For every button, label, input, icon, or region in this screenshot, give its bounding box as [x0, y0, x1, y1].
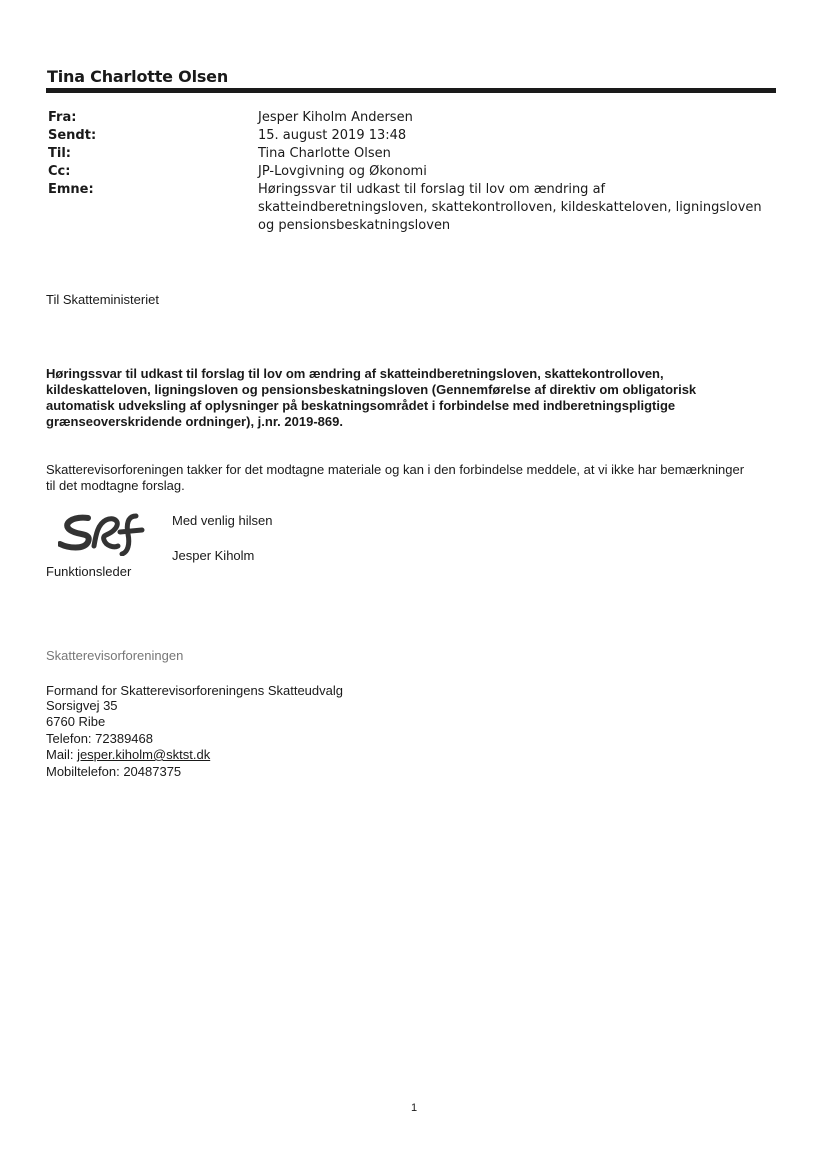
header-rule	[46, 88, 776, 93]
from-label: Fra:	[48, 110, 77, 125]
organization-name: Skatterevisorforeningen	[46, 648, 184, 663]
mail-line	[46, 747, 766, 763]
signer-title: Formand for Skatterevisorforeningens Skatteudvalg	[46, 683, 343, 698]
sent-value: 15. august 2019 13:48	[258, 128, 407, 143]
mail-label: Mail:	[46, 747, 78, 762]
sent-label: Sendt:	[48, 128, 97, 143]
closing-text: Med venlig hilsen	[172, 513, 273, 528]
subject-value: Høringssvar til udkast til forslag til lov om ændring af skatteindberetningsloven, skattekontrolloven, kildeskatteloven, ligningsloven og pensionsbeskatningsloven	[258, 182, 762, 233]
srf-logo-icon	[58, 510, 148, 556]
cc-value: JP-Lovgivning og Økonomi	[258, 164, 427, 179]
address-street: Sorsigvej 35	[46, 698, 118, 713]
letter-text: Skatterevisorforeningen takker for det modtagne materiale og kan i den forbindelse meddele, at vi ikke har bemærkninger til det modtagne forslag.	[46, 462, 745, 493]
mobile-line: Mobiltelefon: 20487375	[46, 764, 182, 779]
signer-name: Jesper Kiholm	[172, 548, 255, 563]
to-label: Til:	[48, 146, 71, 161]
salutation: Til Skatteministeriet	[46, 292, 159, 307]
subject-label: Emne:	[48, 182, 94, 197]
email-owner-name: Tina Charlotte Olsen	[47, 67, 229, 86]
letter-heading: Høringssvar til udkast til forslag til lov om ændring af skatteindberetningsloven, skattekontrolloven, kildeskatteloven, ligningsloven og pensionsbeskatningsloven (Gennemførelse af direktiv om obligatorisk automatisk udveksling af oplysninger på beskatningsområdet i forbindelse med indberetningspligtige grænseoverskridende ordninger), j.nr. 2019-869.	[46, 366, 697, 429]
to-value: Tina Charlotte Olsen	[258, 146, 391, 161]
cc-label: Cc:	[48, 164, 71, 179]
phone-line: Telefon: 72389468	[46, 731, 153, 746]
address-city: 6760 Ribe	[46, 714, 106, 729]
from-value: Jesper Kiholm Andersen	[258, 110, 413, 125]
page-number: 1	[410, 1102, 418, 1114]
mail-link[interactable]: jesper.kiholm@sktst.dk	[77, 747, 211, 762]
signer-role: Funktionsleder	[46, 564, 132, 579]
